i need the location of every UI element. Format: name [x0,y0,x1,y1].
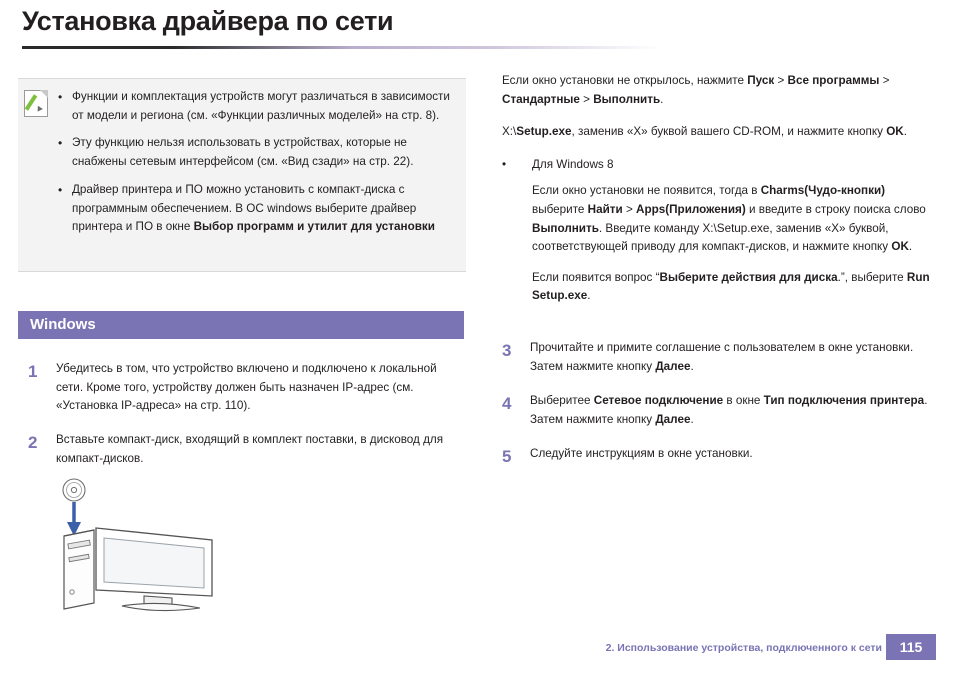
computer-tower [64,530,94,609]
computer-monitor [96,528,212,611]
step-number-1: 1 [28,362,38,381]
step-text-1: Убедитесь в том, что устройство включено и подключено к локальной сети. Кроме того, устройству должен быть назначен IP-адрес (см. «Установка IP-адреса» на стр. 110). [56,362,437,413]
step-number-4: 4 [502,394,512,413]
right-bullet-windows8: • Для Windows 8 [502,156,932,175]
step-text-2: Вставьте компакт-диск, входящий в комплект поставки, в дисковод для компакт-дисков. [56,433,444,465]
list-item: • Драйвер принтера и ПО можно установить с компакт-диска с программным обеспечением. В ОС windows выберите драйвер принтера и ПО в окне Выбор программ и утилит для установки [58,181,453,237]
cd-install-illustration [52,478,232,613]
step-number-5: 5 [502,447,512,466]
section-header-windows [18,311,464,339]
right-subparagraph: Если окно установки не появится, тогда в Charms(Чудо-кнопки) выберите Найти > Apps(Приложения) и введите в строку поиска слово Выполнить. Введите команду X:\Setup.exe, заменив «X» буквой, соответствующей приводу для компакт-дисков, и нажмите кнопку OK. [532,184,926,254]
right-subparagraph: Если появится вопрос “Выберите действия для диска.”, выберите Run Setup.exe. [532,270,930,303]
right-paragraph: X:\Setup.exe, заменив «X» буквой вашего CD-ROM, и нажмите кнопку OK. [502,125,907,139]
list-item: • Функции и комплектация устройств могут различаться в зависимости от модели и региона (см. «Функции различных моделей» на стр. 8). [58,88,453,125]
right-column [502,72,932,318]
page-number-badge: 115 [886,634,936,660]
right-paragraph: Если окно установки не открылось, нажмите Пуск > Все программы > Стандартные > Выполнить. [502,74,890,106]
footer-breadcrumb: 2. Использование устройства, подключенного к сети [605,642,882,654]
step-text-3: Прочитайте и примите соглашение с пользователем в окне установки. Затем нажмите кнопку Далее. [530,341,914,373]
insert-arrow-icon [67,502,81,536]
step-number-2: 2 [28,433,38,452]
note-list [58,88,453,246]
cd-disc-icon [63,479,85,501]
step-text-4: Выберитее Сетевое подключение в окне Тип подключения принтера. Затем нажмите кнопку Далее. [530,394,928,426]
list-item: • Эту функцию нельзя использовать в устройствах, которые не снабжены сетевым интерфейсом (см. «Вид сзади» на стр. 22). [58,134,453,171]
page-title: Установка драйвера по сети [22,6,394,36]
note-pencil-icon [24,90,48,116]
section-header-label: Windows [30,316,96,333]
step-text-5: Следуйте инструкциям в окне установки. [530,447,753,460]
step-number-3: 3 [502,341,512,360]
title-divider [22,46,932,49]
